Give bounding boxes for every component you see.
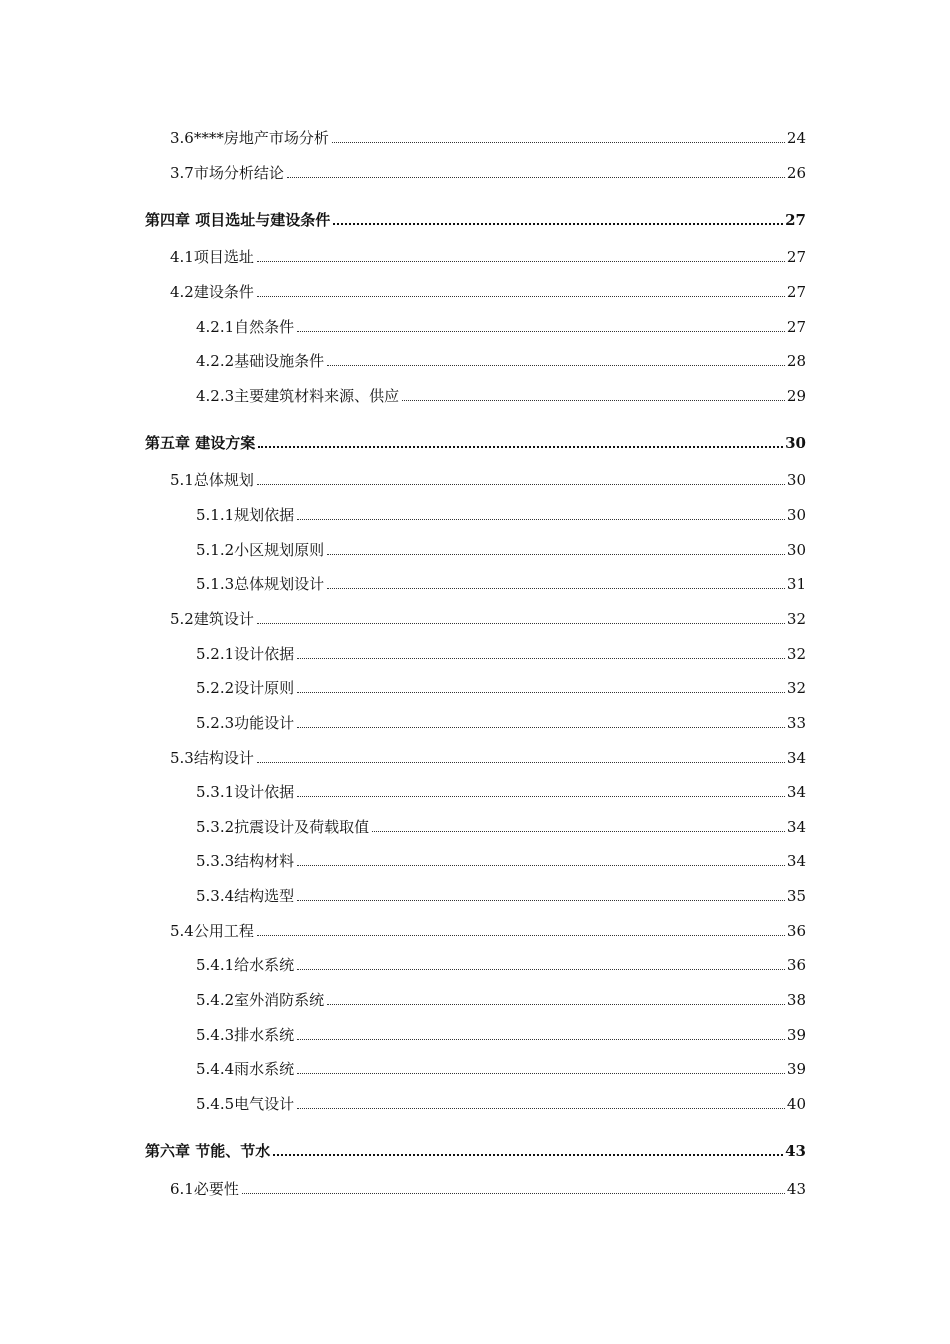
toc-page-number: 43: [786, 1180, 806, 1198]
toc-entry[interactable]: [170, 243, 806, 267]
toc-entry[interactable]: [170, 466, 806, 490]
toc-dot-leader: [402, 400, 785, 401]
toc-page-number: 39: [786, 1060, 806, 1078]
toc-entry[interactable]: [196, 951, 806, 975]
toc-page-number: 27: [786, 283, 806, 301]
toc-entry[interactable]: [196, 313, 806, 337]
toc-entry-label: 5.4公用工程: [170, 922, 254, 940]
toc-dot-leader: [297, 692, 785, 693]
toc-entry[interactable]: [196, 570, 806, 594]
toc-dot-leader: [297, 796, 785, 797]
toc-entry-label: 5.1总体规划: [170, 471, 254, 489]
toc-page-number: 30: [786, 541, 806, 559]
toc-entry-label: 第五章 建设方案: [145, 434, 256, 452]
toc-chapter-entry[interactable]: [145, 1137, 806, 1161]
toc-dot-leader: [297, 658, 785, 659]
toc-entry[interactable]: [196, 674, 806, 698]
toc-entry-label: 5.3.1设计依据: [196, 783, 295, 801]
toc-entry[interactable]: [170, 278, 806, 302]
toc-entry[interactable]: [196, 382, 806, 406]
toc-page-number: 34: [786, 783, 806, 801]
toc-entry-label: 5.3.2抗震设计及荷载取值: [196, 818, 370, 836]
toc-dot-leader: [297, 865, 785, 866]
toc-dot-leader: [258, 446, 783, 448]
toc-dot-leader: [332, 142, 785, 143]
toc-entry-label: 3.6****房地产市场分析: [170, 129, 329, 147]
toc-page-number: 30: [786, 506, 806, 524]
toc-page-number: 34: [786, 852, 806, 870]
toc-dot-leader: [257, 296, 785, 297]
toc-entry-label: 5.2.3功能设计: [196, 714, 295, 732]
toc-dot-leader: [257, 484, 785, 485]
toc-entry-label: 4.1项目选址: [170, 248, 254, 266]
toc-dot-leader: [297, 1073, 785, 1074]
toc-page-number: 33: [786, 714, 806, 732]
toc-entry[interactable]: [196, 813, 806, 837]
toc-entry[interactable]: [196, 347, 806, 371]
toc-dot-leader: [327, 1004, 785, 1005]
toc-entry-label: 第四章 项目选址与建设条件: [145, 211, 331, 229]
toc-dot-leader: [287, 177, 785, 178]
toc-entry-label: 6.1必要性: [170, 1180, 239, 1198]
toc-entry[interactable]: [196, 640, 806, 664]
toc-entry[interactable]: [196, 1055, 806, 1079]
toc-dot-leader: [257, 935, 785, 936]
toc-entry[interactable]: [196, 709, 806, 733]
toc-dot-leader: [257, 623, 785, 624]
toc-entry-label: 5.2.2设计原则: [196, 679, 295, 697]
toc-entry-label: 5.4.3排水系统: [196, 1026, 295, 1044]
toc-page-number: 34: [786, 818, 806, 836]
toc-page-number: 29: [786, 387, 806, 405]
toc-page-number: 32: [786, 645, 806, 663]
toc-page-number: 32: [786, 610, 806, 628]
toc-page-number: 34: [786, 749, 806, 767]
toc-entry[interactable]: [196, 1021, 806, 1045]
toc-dot-leader: [297, 969, 785, 970]
toc-dot-leader: [327, 588, 785, 589]
toc-chapter-entry[interactable]: [145, 206, 806, 230]
toc-dot-leader: [327, 365, 785, 366]
toc-dot-leader: [327, 554, 785, 555]
toc-entry[interactable]: [196, 1090, 806, 1114]
toc-entry-label: 5.2.1设计依据: [196, 645, 295, 663]
toc-entry-label: 第六章 节能、节水: [145, 1142, 271, 1160]
toc-dot-leader: [257, 261, 785, 262]
toc-page-number: 27: [786, 248, 806, 266]
toc-entry-label: 5.2建筑设计: [170, 610, 254, 628]
toc-entry-label: 5.1.2小区规划原则: [196, 541, 325, 559]
toc-dot-leader: [333, 223, 783, 225]
toc-dot-leader: [297, 331, 785, 332]
toc-page-number: 36: [786, 956, 806, 974]
toc-entry-label: 3.7市场分析结论: [170, 164, 284, 182]
toc-entry-label: 5.1.3总体规划设计: [196, 575, 325, 593]
toc-dot-leader: [297, 519, 785, 520]
toc-page-number: 26: [786, 164, 806, 182]
toc-dot-leader: [242, 1193, 785, 1194]
toc-entry-label: 5.1.1规划依据: [196, 506, 295, 524]
toc-entry[interactable]: [170, 1175, 806, 1199]
toc-dot-leader: [297, 900, 785, 901]
toc-dot-leader: [297, 1039, 785, 1040]
toc-entry[interactable]: [170, 124, 806, 148]
toc-page-number: 32: [786, 679, 806, 697]
toc-entry[interactable]: [170, 744, 806, 768]
toc-page-number: 28: [786, 352, 806, 370]
toc-chapter-entry[interactable]: [145, 429, 806, 453]
toc-page-number: 24: [786, 129, 806, 147]
toc-page-number: 39: [786, 1026, 806, 1044]
toc-page-number: 35: [786, 887, 806, 905]
toc-entry[interactable]: [196, 882, 806, 906]
toc-entry[interactable]: [170, 159, 806, 183]
toc-dot-leader: [257, 762, 785, 763]
toc-entry[interactable]: [196, 536, 806, 560]
toc-dot-leader: [273, 1154, 783, 1156]
toc-entry-label: 4.2.2基础设施条件: [196, 352, 325, 370]
toc-entry[interactable]: [196, 778, 806, 802]
toc-page-number: 27: [786, 318, 806, 336]
toc-entry-label: 5.4.5电气设计: [196, 1095, 295, 1113]
toc-page-number: 27: [785, 211, 806, 229]
toc-entry[interactable]: [196, 501, 806, 525]
toc-entry-label: 5.4.2室外消防系统: [196, 991, 325, 1009]
toc-entry[interactable]: [196, 847, 806, 871]
toc-entry-label: 5.4.4雨水系统: [196, 1060, 295, 1078]
toc-dot-leader: [372, 831, 785, 832]
toc-page-number: 43: [785, 1142, 806, 1160]
toc-page-number: 30: [786, 471, 806, 489]
toc-entry[interactable]: [170, 605, 806, 629]
toc-entry[interactable]: [170, 917, 806, 941]
toc-entry-label: 5.3.4结构选型: [196, 887, 295, 905]
toc-entry-label: 5.4.1给水系统: [196, 956, 295, 974]
toc-entry[interactable]: [196, 986, 806, 1010]
toc-page-number: 40: [786, 1095, 806, 1113]
toc-entry-label: 5.3.3结构材料: [196, 852, 295, 870]
toc-dot-leader: [297, 1108, 785, 1109]
toc-entry-label: 4.2.1自然条件: [196, 318, 295, 336]
toc-entry-label: 5.3结构设计: [170, 749, 254, 767]
toc-entry-label: 4.2建设条件: [170, 283, 254, 301]
toc-page-number: 30: [785, 434, 806, 452]
toc-page-number: 38: [786, 991, 806, 1009]
toc-page-number: 31: [786, 575, 806, 593]
toc-page-number: 36: [786, 922, 806, 940]
toc-entry-label: 4.2.3主要建筑材料来源、供应: [196, 387, 400, 405]
toc-dot-leader: [297, 727, 785, 728]
